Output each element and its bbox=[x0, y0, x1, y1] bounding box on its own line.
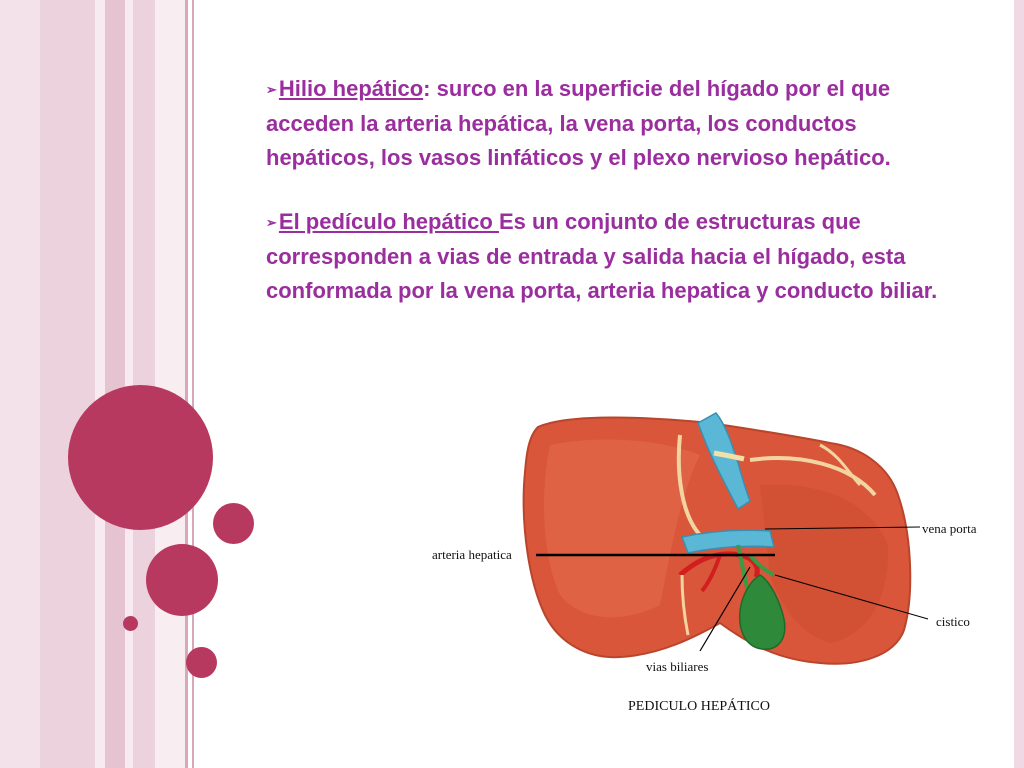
liver-figure bbox=[420, 405, 1010, 735]
figure-caption: PEDICULO HEPÁTICO bbox=[628, 699, 770, 714]
label-arteria-hepatica: arteria hepatica bbox=[432, 547, 512, 562]
decorative-circle-medium bbox=[146, 544, 218, 616]
decorative-circle-tiny bbox=[123, 616, 138, 631]
decorative-stripes bbox=[0, 0, 200, 768]
decorative-circle-small-2 bbox=[186, 647, 217, 678]
bullet-icon: ➢ bbox=[266, 82, 277, 97]
term-hilio: Hilio hepático bbox=[278, 76, 424, 101]
paragraph-hilio bbox=[266, 72, 966, 175]
term-pediculo: El pedículo hepático bbox=[278, 209, 499, 234]
decorative-circle-large bbox=[68, 385, 213, 530]
paragraph-pediculo bbox=[266, 205, 966, 308]
decorative-circle-small bbox=[213, 503, 254, 544]
slide-content bbox=[266, 72, 966, 338]
label-cistico: cistico bbox=[936, 614, 970, 629]
label-vias-biliares: vias biliares bbox=[646, 659, 709, 674]
paragraph-pediculo-text: Es un conjunto de estructuras que corresponden a vias de entrada y salida hacia el hígado, esta conformada por la vena porta, arteria hepatica y conducto biliar. bbox=[266, 209, 938, 303]
label-vena-porta: vena porta bbox=[922, 521, 977, 536]
bullet-icon: ➢ bbox=[266, 215, 277, 230]
right-border bbox=[1014, 0, 1024, 768]
liver-illustration bbox=[420, 405, 1010, 735]
paragraph-hilio-text: : surco en la superficie del hígado por el que acceden la arteria hepática, la vena porta, los conductos hepáticos, los vasos linfáticos y el plexo nervioso hepático. bbox=[266, 76, 891, 170]
